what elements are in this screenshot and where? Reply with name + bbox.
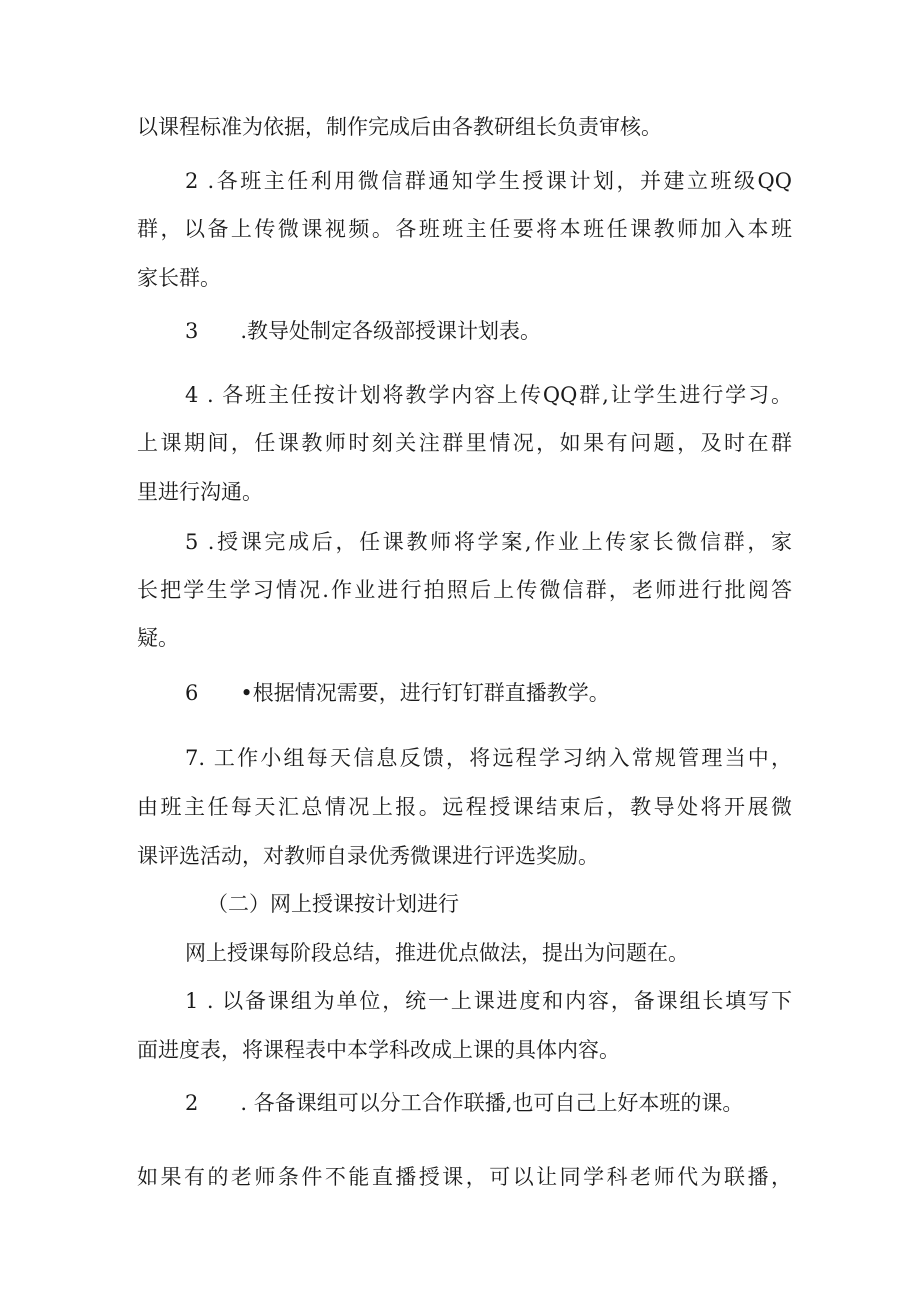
text-line: 2 . 各备课组可以分工合作联播,也可自己上好本班的课。: [185, 1091, 744, 1115]
text-line: 面进度表，将课程表中本学科改成上课的具体内容。: [137, 1038, 620, 1062]
text-line: 以课程标准为依据，制作完成后由各教研组长负责审核。: [137, 115, 662, 139]
text-line: 网上授课每阶段总结，推进优点做法，提出为问题在。: [185, 941, 689, 965]
text-line: 疑。: [137, 626, 179, 650]
text-line: 上课期间，任课教师时刻关注群里情况，如果有问题，及时在群: [137, 431, 792, 455]
text-line: 课评选活动，对教师自录优秀微课进行评选奖励。: [137, 844, 599, 868]
text-line: 1 . 以备课组为单位，统一上课进度和内容，备课组长填写下: [185, 989, 792, 1013]
text-line: 3 .教导处制定各级部授课计划表。: [185, 319, 542, 343]
text-line: 7. 工作小组每天信息反馈，将远程学习纳入常规管理当中，: [185, 746, 792, 770]
text-line: 长把学生学习情况.作业进行拍照后上传微信群，老师进行批阅答: [137, 578, 792, 602]
text-line: 6 •根据情况需要，进行钉钉群直播教学。: [185, 681, 610, 705]
text-line: 里进行沟通。: [137, 480, 263, 504]
text-line: 2 .各班主任利用微信群通知学生授课计划，并建立班级QQ: [185, 169, 792, 193]
text-line: 4 . 各班主任按计划将教学内容上传QQ群,让学生进行学习。: [185, 383, 792, 407]
section-heading: （二）网上授课按计划进行: [207, 892, 459, 916]
text-line: 家长群。: [137, 266, 221, 290]
text-line: 如果有的老师条件不能直播授课，可以让同学科老师代为联播，: [137, 1165, 792, 1189]
text-line: 由班主任每天汇总情况上报。远程授课结束后，教导处将开展微: [137, 795, 792, 819]
text-line: 群，以备上传微课视频。各班班主任要将本班任课教师加入本班: [137, 217, 792, 241]
text-line: 5 .授课完成后，任课教师将学案,作业上传家长微信群，家: [185, 530, 792, 554]
